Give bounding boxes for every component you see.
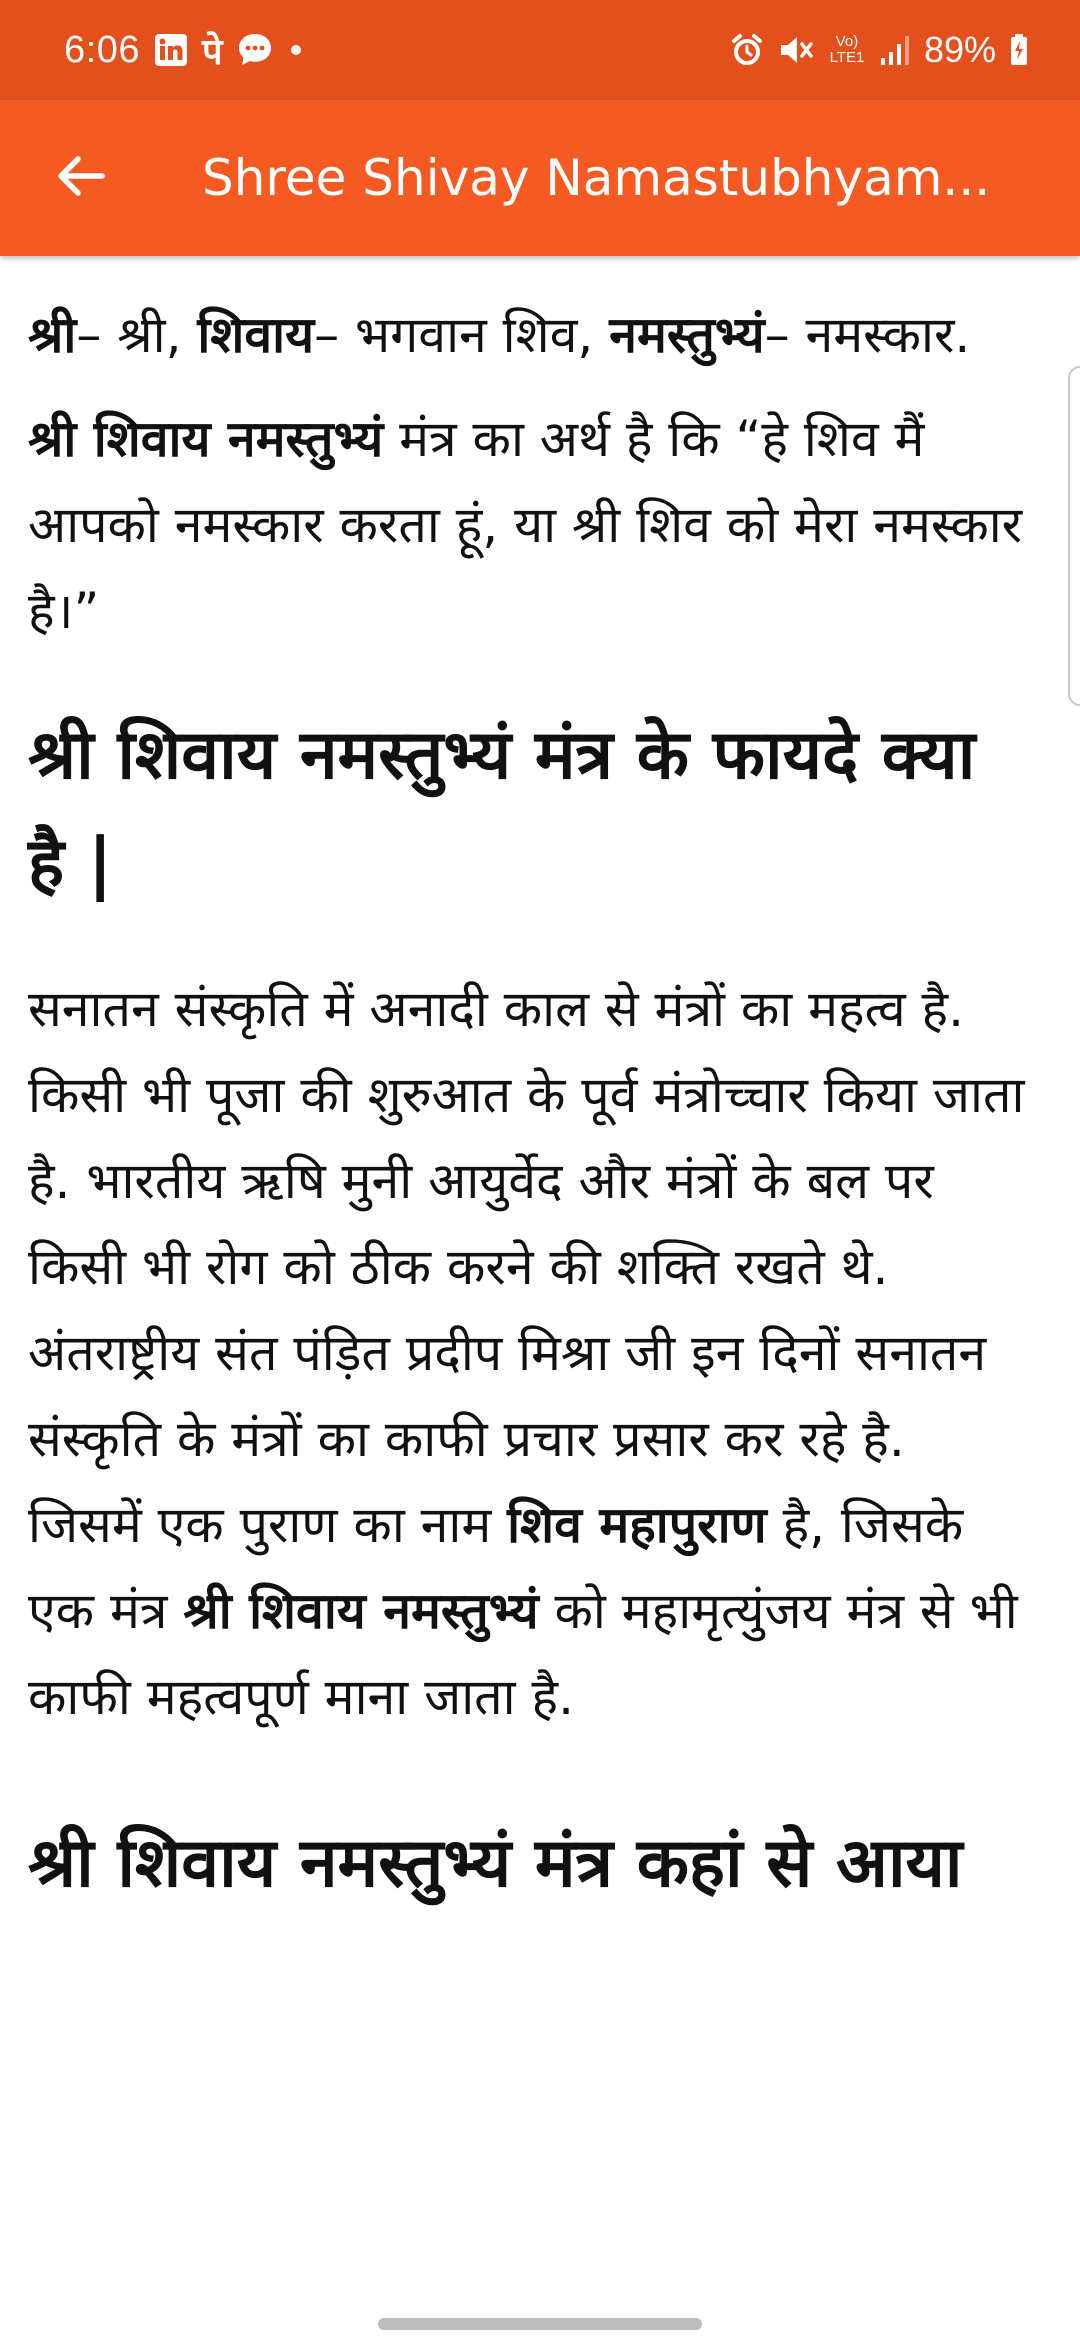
scrollbar-thumb[interactable] <box>1068 366 1080 706</box>
bold-term-shivay: शिवाय <box>197 306 315 364</box>
chat-bubble-icon <box>236 31 274 69</box>
status-bar <box>0 0 1080 100</box>
battery-icon <box>1010 34 1028 66</box>
text-span: – नमस्कार. <box>764 306 971 364</box>
bold-mantra: श्री शिवाय नमस्तुभ्यं <box>183 1582 539 1640</box>
section-heading-benefits: श्री शिवाय नमस्तुभ्यं मंत्र के फायदे क्या है | <box>28 716 976 903</box>
bold-term-namastubhyam: नमस्तुभ्यं <box>609 306 765 364</box>
battery-percent: 89% <box>923 29 996 70</box>
status-right <box>730 29 1028 71</box>
home-gesture-handle[interactable] <box>378 2318 702 2330</box>
mute-icon <box>778 33 814 67</box>
page-title: Shree Shivay Namastubhyam... <box>202 149 991 207</box>
signal-icon <box>880 34 910 66</box>
bold-mantra: श्री शिवाय नमस्तुभ्यं <box>28 410 384 468</box>
back-button[interactable] <box>0 100 160 256</box>
bold-term-shri: श्री <box>28 306 77 364</box>
text-span: – श्री, <box>76 306 198 364</box>
section-heading-origin: श्री शिवाय नमस्तुभ्यं मंत्र कहां से आया <box>28 1824 963 1903</box>
arrow-left-icon <box>54 150 106 206</box>
status-left <box>64 26 304 75</box>
navigation-bar <box>0 2290 1080 2340</box>
dot-icon <box>288 42 304 58</box>
text-span: सनातन संस्कृति में अनादी काल से मंत्रों का महत्व है. किसी भी पूजा की शुरुआत के पूर्व मंत्रोच्चार किया जाता है. भारतीय ऋषि मुनी आयुर्वेद और मंत्रों के बल पर किसी भी रोग को ठीक करने की शक्ति रखते थे. अंतराष्ट्रीय संत पंड़ित प्रदीप मिश्रा जी इन दिनों सनातन संस्कृति के मंत्रों का काफी प्रचार प्रसार कर रहे है. जिसमें एक पुराण का नाम <box>28 980 1025 1554</box>
text-span: है, जिसके एक मंत्र <box>28 1496 964 1640</box>
lte-label: Vo) LTE1 <box>829 33 865 66</box>
benefits-paragraph <box>28 966 1028 1740</box>
notification-pe-text: पे <box>201 31 223 73</box>
alarm-icon <box>730 33 764 67</box>
status-time: 6:06 <box>64 28 140 71</box>
text-span: को महामृत्युंजय मंत्र से भी काफी महत्वपूर्ण माना जाता है. <box>28 1582 1018 1726</box>
text-span: मंत्र का अर्थ है कि “हे शिव मैं आपको नमस्कार करता हूं, या श्री शिव को मेरा नमस्कार है।” <box>28 410 1023 640</box>
text-span: – भगवान शिव, <box>314 306 610 364</box>
meaning-paragraph <box>28 396 1028 654</box>
bold-shiv-mahapuran: शिव महापुराण <box>507 1496 767 1554</box>
article-content <box>0 256 1080 2290</box>
linkedin-icon <box>154 33 188 67</box>
word-meaning-paragraph <box>28 292 1028 378</box>
app-bar <box>0 100 1080 256</box>
